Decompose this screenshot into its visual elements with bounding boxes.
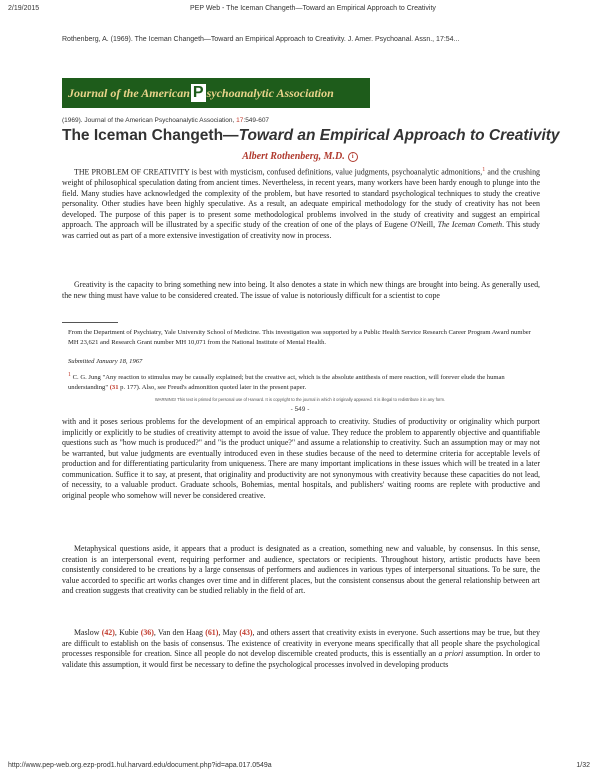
logo-text-part2: sychoanalytic Association xyxy=(206,85,334,100)
reference-link-36[interactable]: (36) xyxy=(140,628,154,637)
footnote-affiliation: From the Department of Psychiatry, Yale University School of Medicine. This investigation was supported by a Public Health Service Research Career Program Award number MH 23,621 and Research Grant number MH 10,071 from the National Institute of Mental Health. xyxy=(68,329,531,346)
logo-p-letter: P xyxy=(192,84,204,101)
body-paragraph-1: THE PROBLEM OF CREATIVITY is best with mysticism, confused definitions, value judgments, psychoanalytic admonitions,$^1$ and the crushing weight of philosophical speculation dating from ancient times. Nevertheless, in recent years, many workers have been hardy enough to plunge into the field. Many studies have acknowledged the complexity of the problem, but have resorted to standard psychological techniques to study the creative personality. Other studies have been highly speculative. As a result, an adequate empirical methodology for the study of creativity has not been developed. The purpose of this paper is to present some methodological problems involved in the study of creativity and suggest an empirical approach. The approach will be illustrated by a specific study of the creation of one of the plays of Eugene O'Neill, The Iceman Cometh. This study was carried out as part of a more extensive investigation of creativity now in process. xyxy=(62,167,540,240)
footnote-divider xyxy=(62,322,118,323)
logo-text-part1: Journal of the American xyxy=(68,85,190,100)
author-info-icon[interactable]: i xyxy=(348,152,358,162)
footnote-submitted: Submitted January 18, 1967 xyxy=(68,358,143,365)
journal-logo[interactable] xyxy=(62,78,370,108)
journal-reference: (1969). Journal of the American Psychoanalytic Association, 17:549-607 xyxy=(62,117,270,124)
author-name[interactable]: Albert Rothenberg, M.D. xyxy=(242,151,345,162)
body-paragraph-5: Maslow (42), Kubie (36), Van den Haag (61), May (43), and others assert that creativity exists in everyone. Such assertions may be true, but they are difficult to establish on the basis of consensus. The existence of creativity in everyone means specifically that all people share the psychological processes responsible for creation. Since all people do not develop discernible created products, this is essentially an a priori assumption. In order to validate this assumption, it would first be necessary to define the psychological processes involved in developing products xyxy=(62,628,541,669)
print-url: http://www.pep-web.org.ezp-prod1.hul.harvard.edu/document.php?id=apa.017.0549a xyxy=(8,762,272,769)
footnote-1: 1 C. G. Jung "Any reaction to stimulus may be causally explained; but the creative act, which is the absolute antithesis of mere reaction, will forever elude the human understanding" (31 p. 177). Also, see Freud's admonition quoted later in the present paper. xyxy=(68,372,505,391)
print-date: 2/19/2015 xyxy=(8,5,40,12)
reference-link-31[interactable]: (31 xyxy=(109,383,119,391)
article-title: The Iceman Changeth—Toward an Empirical Approach to Creativity xyxy=(62,127,560,144)
copyright-warning: WARNING! This text is printed for personal use of Harvard. It is copyright to the journal in which it originally appeared. It is illegal to redistribute it in any form. xyxy=(154,397,446,402)
body-paragraph-3: with and it poses serious problems for the development of an empirical approach to creativity. Studies of productivity or originality which purport implicitly or explicitly to be studies of creativity attempt to avoid the issue of value. They reduce the problem to apparently objective and quantifiable questions such as "how much is produced?" and "is the product unique?" and assume a relationship to creativity. Such an assumption may or may not be warranted, but value judgments are eventually introduced even in these studies because of the need to determine criteria for acceptable levels of production and for differentiating particularity from uniqueness. There are many important implications in these issues which will be treated in a later communication. Suffice it to say, at present, that originality and productivity are not synonymous with creativity because these capacities do not lead, of necessity, to a valuable product. Graduate schools, Bohemias, mental hospitals, and publishers' waiting rooms are replete with productive and original people who somehow will never be considered creative. xyxy=(62,417,540,500)
page-number: - 549 - xyxy=(290,406,310,413)
reference-link-61[interactable]: (61) xyxy=(205,628,219,637)
print-page-count: 1/32 xyxy=(576,762,590,769)
citation-line: Rothenberg, A. (1969). The Iceman Changeth—Toward an Empirical Approach to Creativity. J. Amer. Psychoanal. Assn., 17:54... xyxy=(62,36,460,43)
footnote-1-link[interactable]: 1 xyxy=(482,167,486,173)
volume-link[interactable]: 17 xyxy=(236,117,244,124)
body-paragraph-2: Greativity is the capacity to bring something new into being. It also denotes a state in which new things are brought into being. As generally used, the new thing must have value to be considered created. The issue of value is notoriously difficult for a scientist to cope xyxy=(62,280,540,300)
author-line xyxy=(0,151,600,162)
reference-link-42[interactable]: (42) xyxy=(101,628,115,637)
body-paragraph-4: Metaphysical questions aside, it appears that a product is designated as a creation, something new and valuable, by consensus. In this sense, creation is an interpersonal event, requiring performer and audience, spectators or recipients. Throughout history, artistic products have been consistently considered to be creations by a large consensus of performers and audiences in various types of interpersonal situations. To be sure, the value accorded to specific art works changes over time and in different places, but the consistent consensus about the general relationship between art and creation suggests that creativity can be studied reliably in the field of art. xyxy=(62,544,540,596)
reference-link-43[interactable]: (43) xyxy=(239,628,253,637)
print-page-title: PEP Web - The Iceman Changeth—Toward an Empirical Approach to Creativity xyxy=(190,5,436,12)
